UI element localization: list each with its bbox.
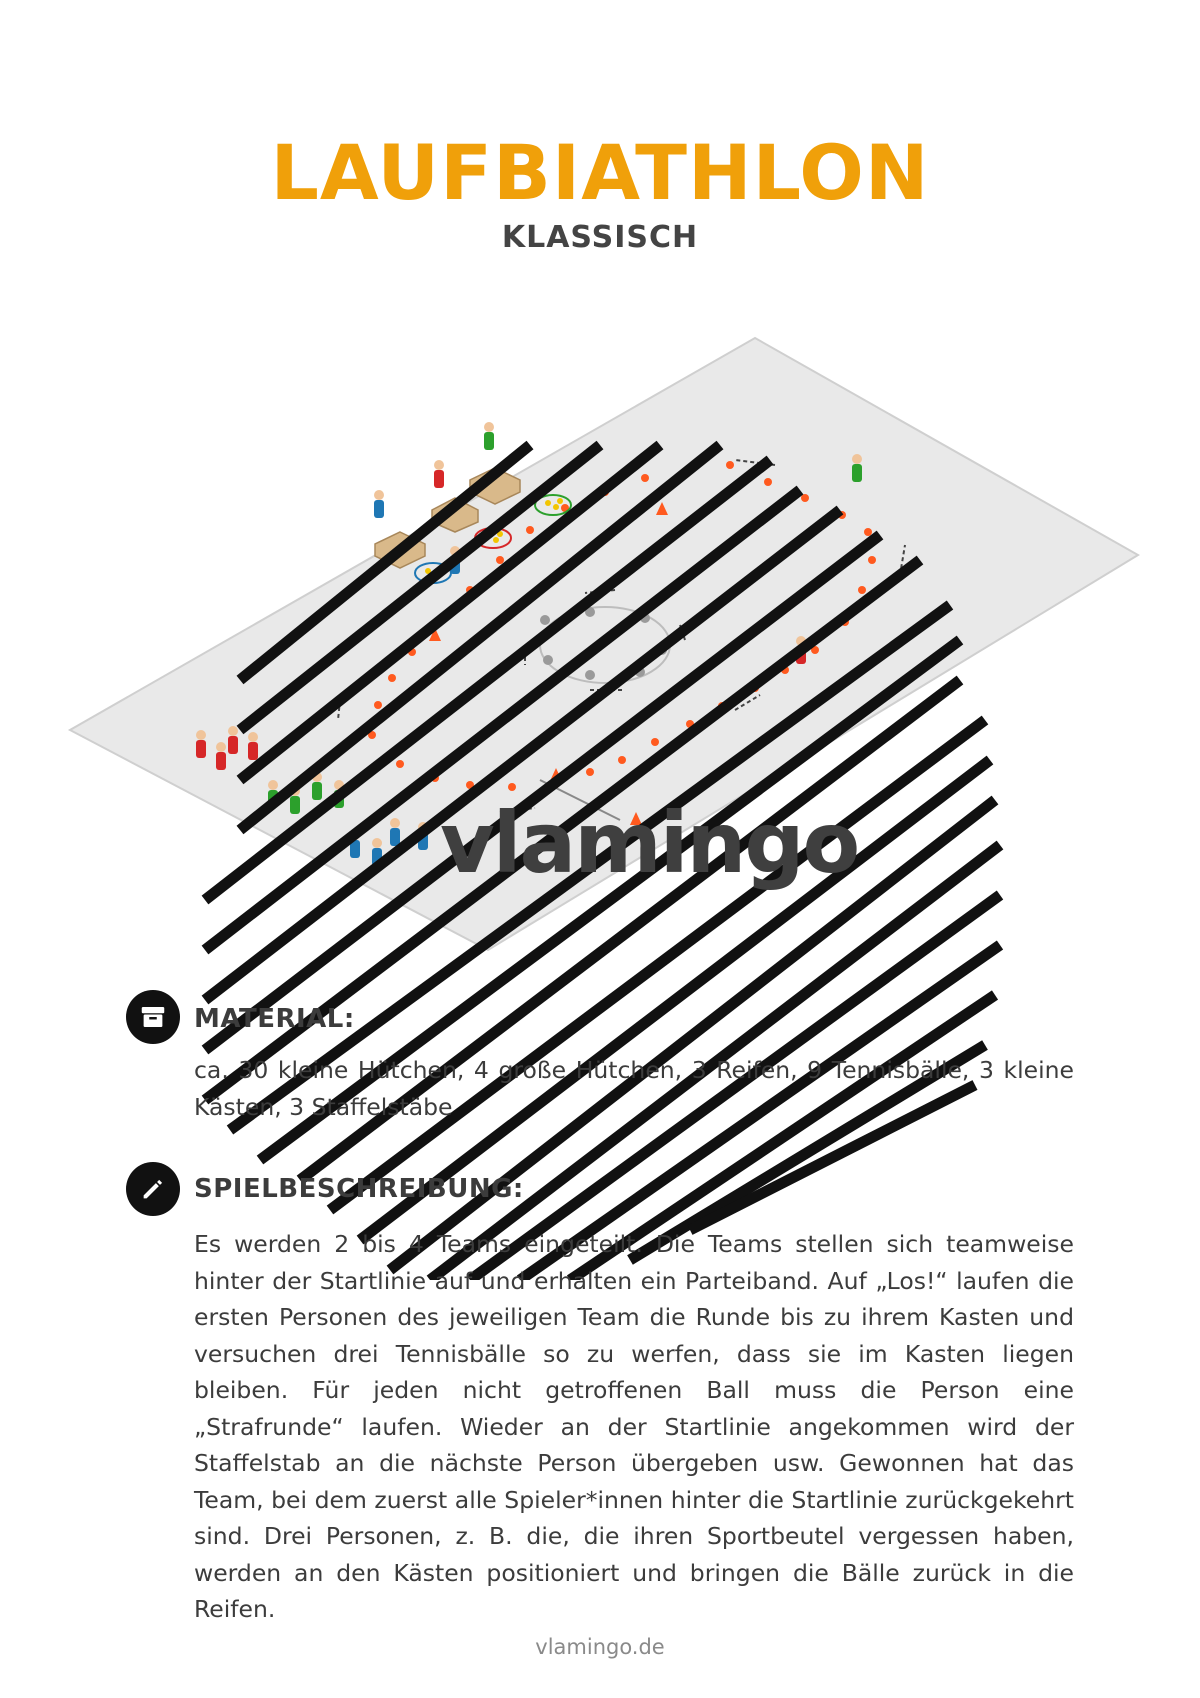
- description-heading: SPIELBESCHREIBUNG:: [194, 1174, 524, 1204]
- watermark-wordmark: vlamingo: [440, 794, 859, 892]
- page-subtitle: KLASSISCH: [501, 220, 699, 255]
- pencil-icon: [126, 1162, 180, 1216]
- field-illustration: [0, 300, 1200, 1280]
- archive-box-icon: [126, 990, 180, 1044]
- page-title: LAUFBIATHLON: [270, 128, 930, 217]
- material-heading: MATERIAL:: [194, 1004, 355, 1034]
- description-text: Es werden 2 bis 4 Teams eingeteilt. Die Teams stellen sich teamweise hinter der Startlinie auf und erhalten ein Parteiband. Auf „Los!“ laufen die ersten Personen des jeweiligen Team die Runde bis zu ihrem Kasten und versuchen drei Tennisbälle so zu werfen, dass sie im Kasten liegen bleiben. Für jeden nicht getroffenen Ball muss die Person eine „Strafrunde“ laufen. Wieder an der Startlinie angekommen wird der Staffelstab an die nächste Person übergeben usw. Gewonnen hat das Team, bei dem zuerst alle Spieler*innen hinter die Startlinie zurückgekehrt sind. Drei Personen, z. B. die, die ihren Sportbeutel vergessen haben, werden an den Kästen positioniert und bringen die Bälle zurück in die Reifen.: [194, 1230, 1074, 1623]
- footer-link[interactable]: vlamingo.de: [535, 1635, 665, 1659]
- material-text: ca. 30 kleine Hütchen, 4 große Hütchen, 3 Reifen, 9 Tennisbälle, 3 kleine Kästen, 3 Staffelstäbe: [194, 1056, 1074, 1121]
